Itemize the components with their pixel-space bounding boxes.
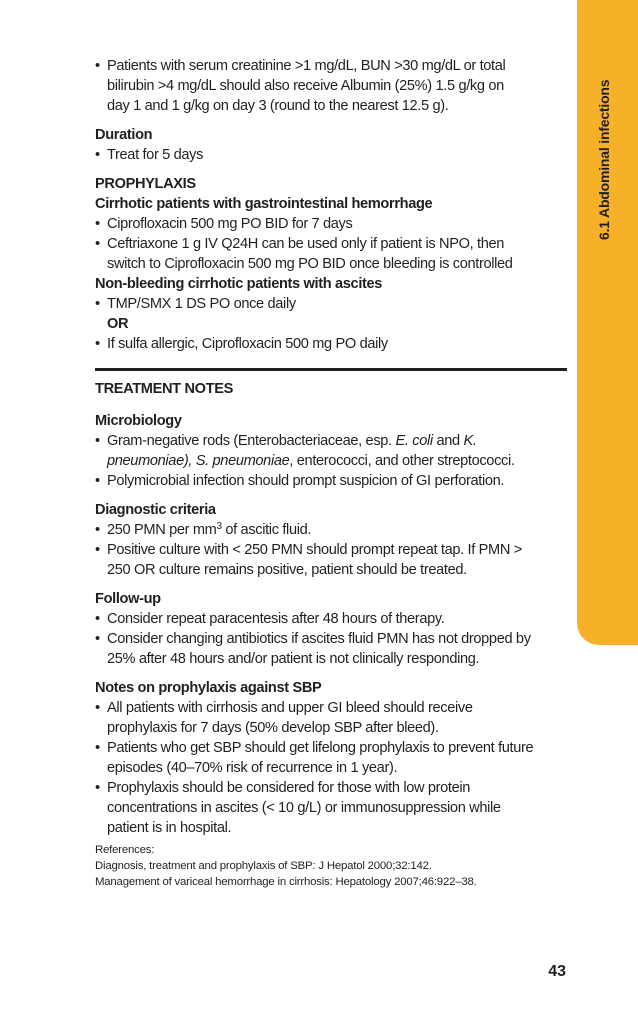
reference-1: Diagnosis, treatment and prophylaxis of SBP: J Hepatol 2000;32:142. — [95, 860, 432, 872]
gi-hemorrhage-heading: Cirrhotic patients with gastrointestinal hemorrhage — [95, 196, 433, 212]
followup-heading: Follow-up — [95, 591, 161, 607]
reference-2: Management of variceal hemorrhage in cirrhosis: Hepatology 2007;46:922–38. — [95, 876, 477, 888]
ascites-item-1: • TMP/SMX 1 DS PO once daily — [95, 294, 567, 314]
followup-item-1: • Consider repeat paracentesis after 48 hours of therapy. — [95, 609, 567, 629]
references — [95, 842, 567, 890]
diagnostic-item-1: • 250 PMN per $mm^3$ of ascitic fluid. — [95, 520, 567, 540]
diagnostic-item-2: • Positive culture with < 250 PMN should prompt repeat tap. If PMN > 250 OR culture remains positive, patient should be treated. — [95, 540, 567, 580]
sbp-heading: Notes on prophylaxis against SBP — [95, 680, 322, 696]
sbp-item-2: • Patients who get SBP should get lifelong prophylaxis to prevent future episodes (40–70% risk of recurrence in 1 year). — [95, 738, 567, 778]
section-tab-label: 6.1 Abdominal infections — [596, 79, 612, 240]
gi-item-2: • Ceftriaxone 1 g IV Q24H can be used only if patient is NPO, then switch to Ciprofloxacin 500 mg PO BID once bleeding is controlled — [95, 234, 567, 274]
albumin-bullet: • Patients with serum creatinine >1 mg/dL, BUN >30 mg/dL or total bilirubin >4 mg/dL should also receive Albumin (25%) 1.5 g/kg on day 1 and 1 g/kg on day 3 (round to the nearest 12.5 g). — [95, 56, 567, 116]
ascites-heading: Non-bleeding cirrhotic patients with ascites — [95, 276, 383, 292]
microbiology-item-2: • Polymicrobial infection should prompt suspicion of GI perforation. — [95, 471, 567, 491]
duration-item: • Treat for 5 days — [95, 145, 567, 165]
or-label: OR — [107, 316, 129, 332]
section-divider — [95, 368, 567, 371]
sbp-item-3: • Prophylaxis should be considered for those with low protein concentrations in ascites (< 10 g/L) or immunosuppression while patient is in hospital. — [95, 778, 567, 838]
sbp-item-1: • All patients with cirrhosis and upper GI bleed should receive prophylaxis for 7 days (50% develop SBP after bleed). — [95, 698, 567, 738]
page-content — [95, 56, 567, 838]
ascites-item-2: • If sulfa allergic, Ciprofloxacin 500 mg PO daily — [95, 334, 567, 354]
prophylaxis-heading: PROPHYLAXIS — [95, 176, 196, 192]
diagnostic-heading: Diagnostic criteria — [95, 502, 216, 518]
microbiology-item-1: • Gram-negative rods (Enterobacteriaceae, esp. E. coli and K. pneumoniae), S. pneumoniae, enterococci, and other streptococci. — [95, 431, 567, 471]
gi-item-1: • Ciprofloxacin 500 mg PO BID for 7 days — [95, 214, 567, 234]
page-number: 43 — [548, 963, 566, 980]
references-label: References: — [95, 844, 155, 856]
followup-item-2: • Consider changing antibiotics if ascites fluid PMN has not dropped by 25% after 48 hours and/or patient is not clinically responding. — [95, 629, 567, 669]
duration-heading: Duration — [95, 127, 153, 143]
microbiology-heading: Microbiology — [95, 413, 182, 429]
treatment-notes-heading: TREATMENT NOTES — [95, 381, 233, 397]
